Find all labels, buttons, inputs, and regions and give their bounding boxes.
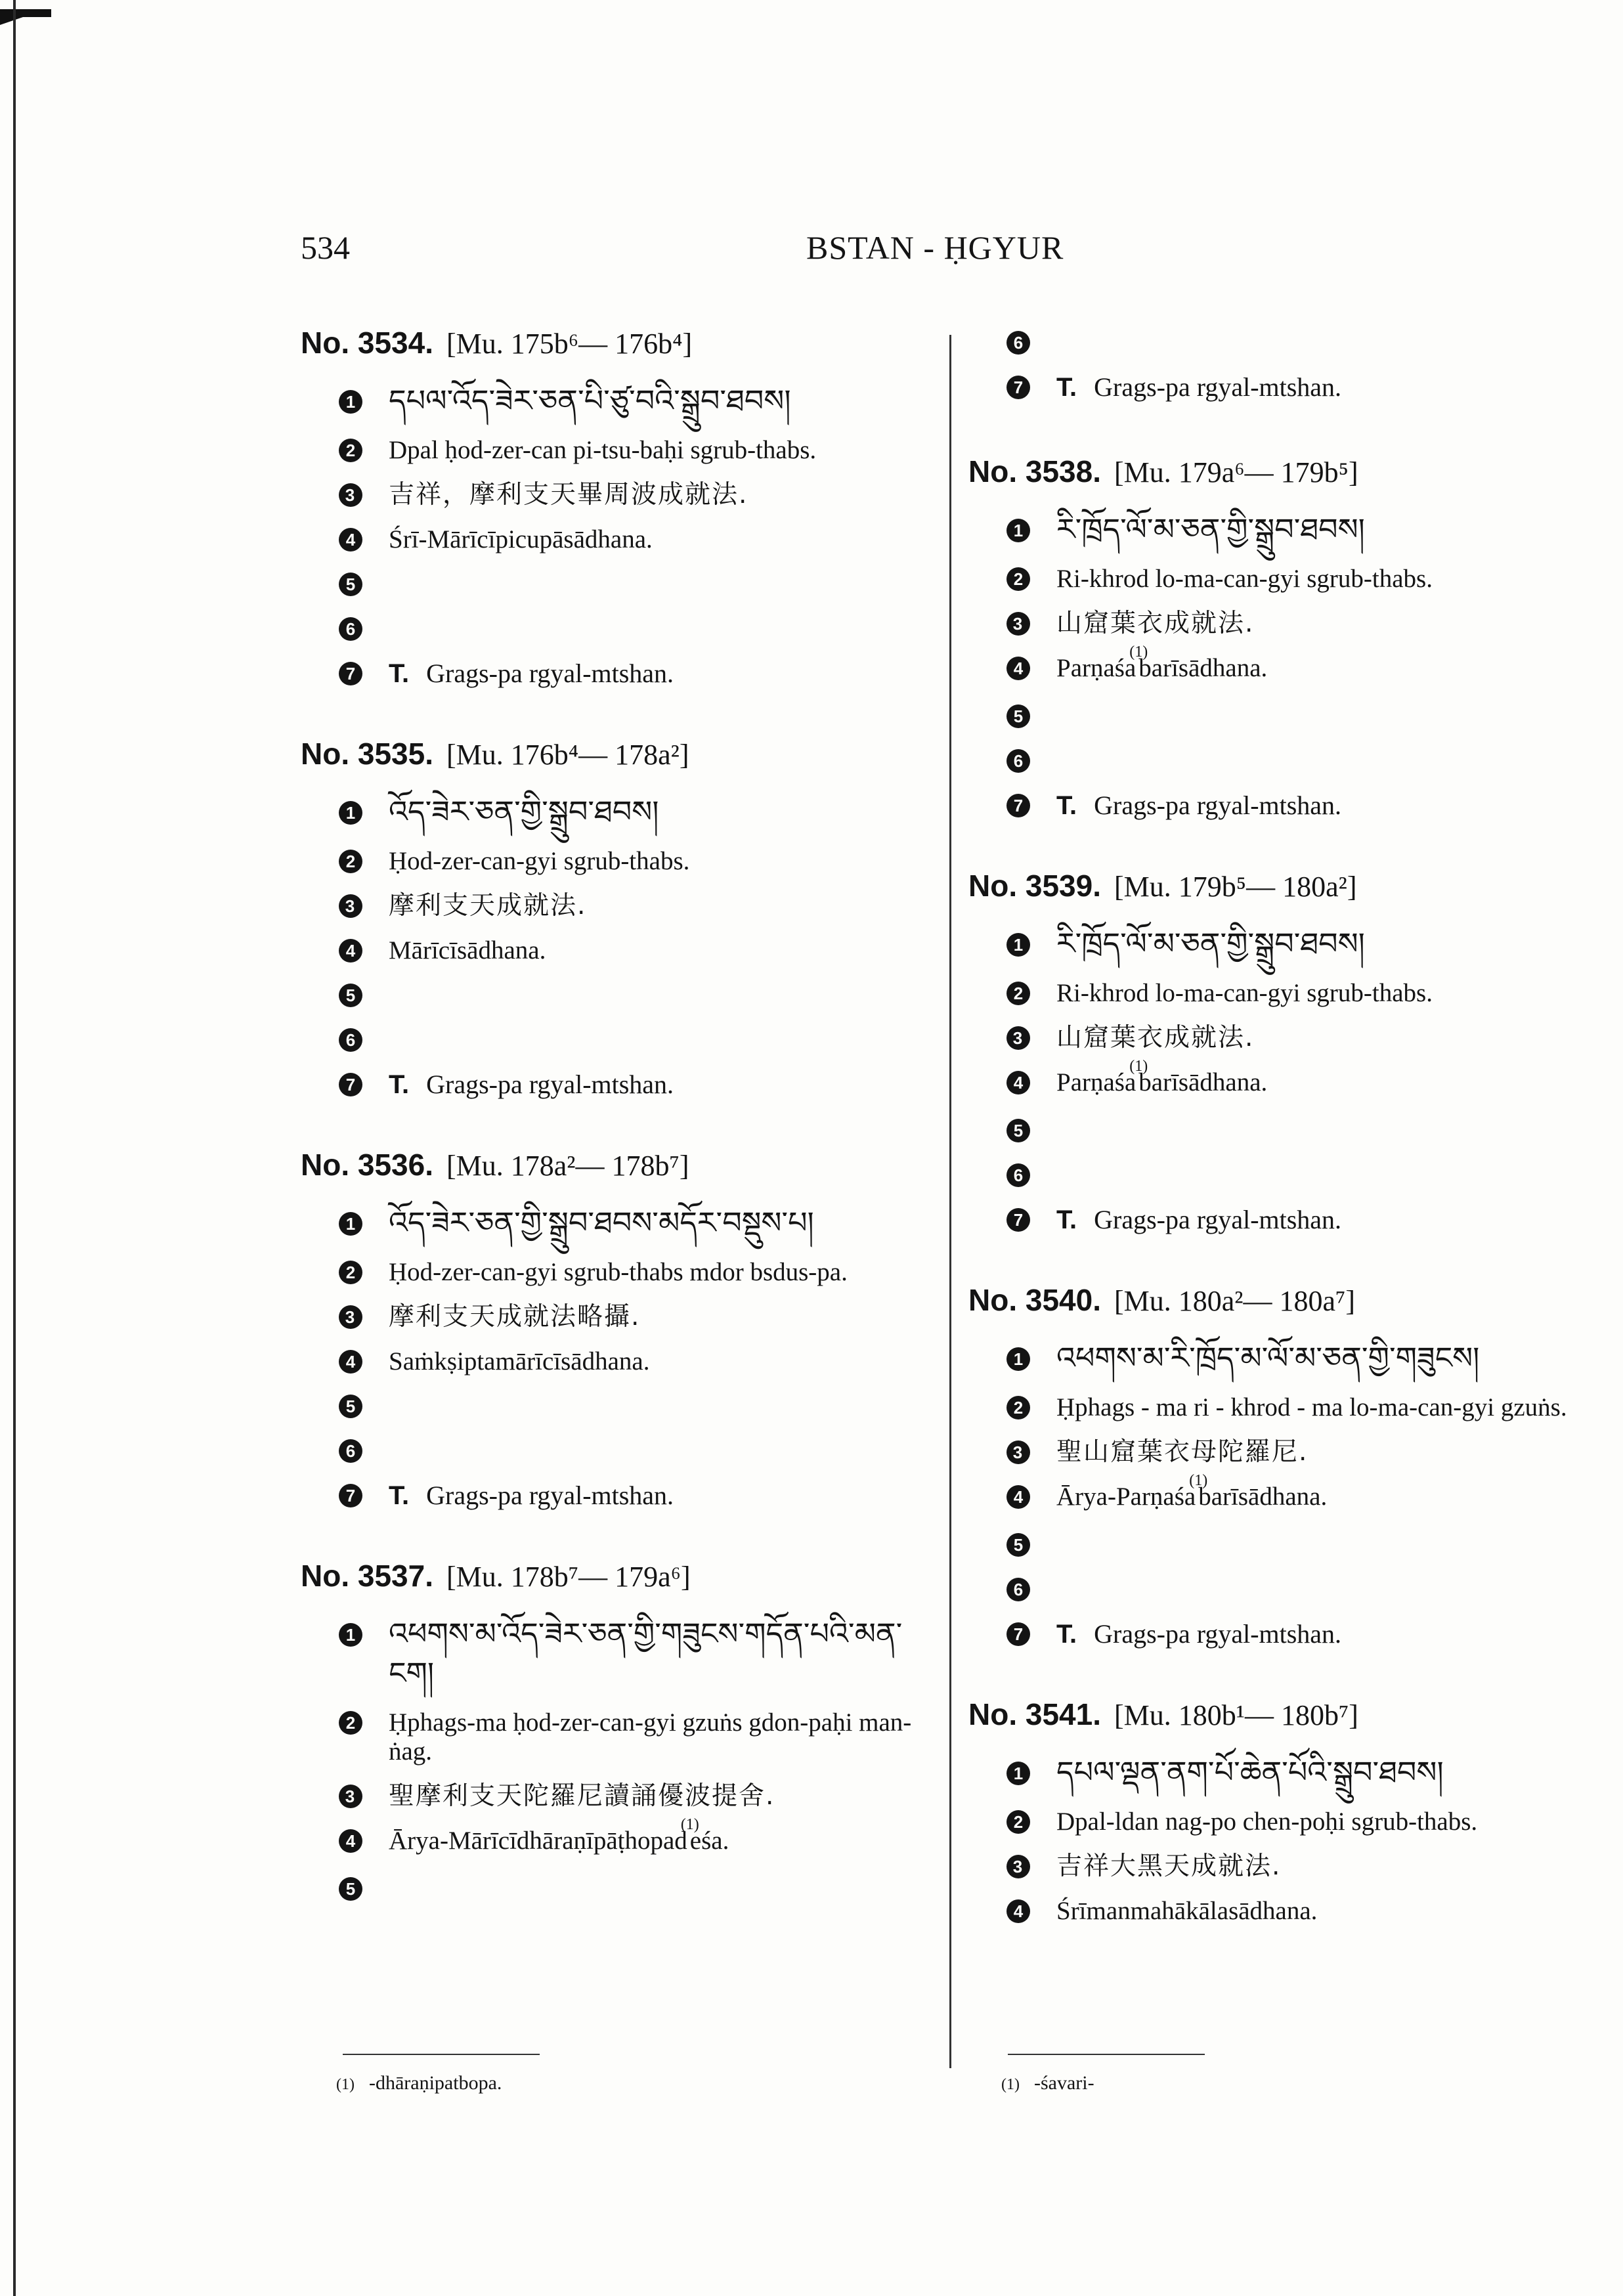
entry-3541: [968, 1693, 1618, 1926]
footnote-ref: (1): [680, 1816, 699, 1833]
running-head: BSTAN - ḤGYUR: [806, 229, 1064, 266]
entry-header: [968, 1693, 1618, 1737]
marker-3-icon: 3: [1006, 1026, 1030, 1050]
footnote-rule: [343, 2054, 540, 2055]
field-5-empty: [301, 1392, 938, 1421]
transliteration: 2 Ri-khrod lo-ma-can-gyi sgrub-thabs.: [968, 979, 1618, 1008]
marker-5-icon: 5: [1006, 704, 1030, 728]
marker-3-icon: 3: [339, 1785, 362, 1808]
marker-2-icon: 2: [339, 850, 362, 873]
left-column: [301, 322, 938, 1948]
marker-2-icon: 2: [339, 439, 362, 462]
marker-4-icon: 4: [1006, 1899, 1030, 1923]
right-column: [968, 322, 1618, 1970]
tibetan-title: 1 འོད་ཟེར་ཅན་གྱི་སྒྲུབ་ཐབས།: [301, 792, 938, 831]
transliteration: 2 Ḥphags - ma ri - khrod - ma lo-ma-can-gyi gzuṅs.: [968, 1393, 1618, 1422]
marker-2-icon: 2: [1006, 567, 1030, 591]
entry-3537-continued: [968, 328, 1618, 402]
entry-header: [968, 1279, 1618, 1322]
field-5-empty: [301, 981, 938, 1010]
field-5-empty: [968, 1530, 1618, 1559]
entry-header: [301, 1144, 938, 1187]
marker-6-icon: 6: [339, 1439, 362, 1463]
marker-4-icon: 4: [1006, 657, 1030, 680]
entry-reference: [Mu. 179a⁶— 179b⁵]: [1114, 456, 1358, 488]
field-5-empty: [968, 1116, 1618, 1145]
translator: 7 T. Grags-pa rgyal-mtshan.: [301, 1481, 938, 1510]
translator: 7 T. Grags-pa rgyal-mtshan.: [968, 373, 1618, 402]
marker-1-icon: 1: [339, 1623, 362, 1647]
entry-3539: [968, 865, 1618, 1234]
marker-4-icon: 4: [1006, 1071, 1030, 1094]
entry-3538: [968, 450, 1618, 820]
marker-3-icon: 3: [1006, 1855, 1030, 1878]
chinese-title: 3 吉祥，摩利支天畢周波成就法.: [301, 481, 938, 509]
entry-number: No. 3535.: [301, 737, 433, 771]
marker-7-icon: 7: [1006, 376, 1030, 399]
field-5-empty: [968, 702, 1618, 731]
field-6-empty: [968, 747, 1618, 775]
marker-2-icon: 2: [339, 1711, 362, 1735]
marker-4-icon: 4: [339, 1350, 362, 1374]
entry-3535: [301, 733, 938, 1099]
marker-4-icon: 4: [339, 528, 362, 552]
entry-3534: [301, 322, 938, 688]
entry-reference: [Mu. 176b⁴— 178a²]: [446, 739, 689, 771]
footnote-ref: (1): [1129, 643, 1148, 661]
marker-7-icon: 7: [339, 1073, 362, 1096]
scan-edge-line: [13, 0, 16, 2296]
footnote-ref: (1): [1189, 1472, 1208, 1489]
marker-3-icon: 3: [1006, 1440, 1030, 1464]
entry-number: No. 3536.: [301, 1148, 433, 1182]
sanskrit-title: 4 Śrīmanmahākālasādhana.: [968, 1897, 1618, 1926]
transliteration: 2 Ri-khrod lo-ma-can-gyi sgrub-thabs.: [968, 565, 1618, 594]
entry-number: No. 3538.: [968, 454, 1101, 488]
footnote-text: -dhāraṇipatbopa.: [368, 2072, 502, 2094]
marker-7-icon: 7: [1006, 1208, 1030, 1232]
marker-3-icon: 3: [339, 483, 362, 507]
entry-number: No. 3540.: [968, 1283, 1101, 1317]
marker-5-icon: 5: [339, 984, 362, 1007]
entry-3540: [968, 1279, 1618, 1649]
marker-1-icon: 1: [1006, 1762, 1030, 1785]
entry-header: [968, 450, 1618, 494]
field-6-empty: [301, 1026, 938, 1054]
translator: 7 T. Grags-pa rgyal-mtshan.: [968, 1205, 1618, 1234]
footnote-rule: [1008, 2054, 1205, 2055]
sanskrit-title: 4 Parṇaśa$^{(1)}$barīsādhana.: [968, 1068, 1618, 1100]
footnote-mark: (1): [1001, 2076, 1020, 2093]
transliteration: 2 Ḥod-zer-can-gyi sgrub-thabs.: [301, 847, 938, 876]
marker-5-icon: 5: [339, 573, 362, 596]
entry-header: [301, 322, 938, 365]
tibetan-title: 1 འཕགས་མ་རི་ཁྲོད་མ་ལོ་མ་ཅན་གྱི་གཟུངས།: [968, 1338, 1618, 1377]
chinese-title: 3 聖山窟葉衣母陀羅尼.: [968, 1438, 1618, 1467]
sanskrit-title: 4 Ārya-Parṇaśa$^{(1)}$barīsādhana.: [968, 1483, 1618, 1515]
tibetan-title: 1 འོད་ཟེར་ཅན་གྱི་སྒྲུབ་ཐབས་མདོར་བསྡུས་པ།: [301, 1203, 938, 1242]
entry-reference: [Mu. 179b⁵— 180a²]: [1114, 871, 1357, 903]
entry-header: [968, 865, 1618, 908]
transliteration: 2 Dpal-ldan nag-po chen-poḥi sgrub-thabs.: [968, 1808, 1618, 1836]
chinese-title: 3 摩利支天成就法.: [301, 892, 938, 921]
field-6-empty: [968, 328, 1618, 357]
marker-6-icon: 6: [339, 617, 362, 641]
translator: 7 T. Grags-pa rgyal-mtshan.: [968, 791, 1618, 820]
translator: 7 T. Grags-pa rgyal-mtshan.: [301, 1070, 938, 1099]
entry-reference: [Mu. 180a²— 180a⁷]: [1114, 1285, 1356, 1317]
tibetan-title: 1 རི་ཁྲོད་ལོ་མ་ཅན་གྱི་སྒྲུབ་ཐབས།: [968, 509, 1618, 549]
sanskrit-title: 4 Parṇaśa$^{(1)}$barīsādhana.: [968, 654, 1618, 686]
marker-2-icon: 2: [1006, 1396, 1030, 1419]
footnote-ref: (1): [1129, 1058, 1148, 1075]
marker-1-icon: 1: [1006, 933, 1030, 957]
tibetan-title: 1 རི་ཁྲོད་ལོ་མ་ཅན་གྱི་སྒྲུབ་ཐབས།: [968, 924, 1618, 963]
marker-7-icon: 7: [1006, 1622, 1030, 1646]
marker-2-icon: 2: [339, 1261, 362, 1284]
field-6-empty: [301, 615, 938, 643]
marker-1-icon: 1: [1006, 1347, 1030, 1371]
entry-header: [301, 733, 938, 776]
tibetan-title: 1 འཕགས་མ་འོད་ཟེར་ཅན་གྱི་གཟུངས་གདོན་པའི་མན་ངག།: [301, 1614, 938, 1693]
marker-6-icon: 6: [339, 1028, 362, 1052]
entry-reference: [Mu. 180b¹— 180b⁷]: [1114, 1699, 1358, 1731]
chinese-title: 3 聖摩利支天陀羅尼讀誦優波提舍.: [301, 1782, 938, 1811]
transliteration: 2 Ḥphags-ma ḥod-zer-can-gyi gzuṅs gdon-paḥi man-ṅag.: [301, 1708, 938, 1766]
transliteration: 2 Dpal ḥod-zer-can pi-tsu-baḥi sgrub-thabs.: [301, 436, 938, 465]
entry-number: No. 3537.: [301, 1559, 433, 1593]
entry-number: No. 3534.: [301, 326, 433, 360]
sanskrit-title: 4 Mārīcīsādhana.: [301, 936, 938, 965]
entry-reference: [Mu. 175b⁶— 176b⁴]: [446, 328, 693, 360]
field-6-empty: [968, 1161, 1618, 1190]
marker-1-icon: 1: [339, 801, 362, 825]
chinese-title: 3 吉祥大黑天成就法.: [968, 1852, 1618, 1881]
marker-6-icon: 6: [1006, 749, 1030, 773]
sanskrit-title: 4 Saṁkṣiptamārīcīsādhana.: [301, 1347, 938, 1376]
entry-number: No. 3539.: [968, 869, 1101, 903]
field-5-empty: [301, 570, 938, 599]
marker-1-icon: 1: [339, 1212, 362, 1236]
marker-5-icon: 5: [339, 1877, 362, 1901]
marker-1-icon: 1: [339, 390, 362, 414]
entry-reference: [Mu. 178b⁷— 179a⁶]: [446, 1561, 691, 1593]
marker-6-icon: 6: [1006, 1163, 1030, 1187]
marker-3-icon: 3: [339, 1305, 362, 1329]
marker-6-icon: 6: [1006, 331, 1030, 355]
sanskrit-title: 4 Ārya-Mārīcīdhāraṇīpāṭhopad$^{(1)}$eśa.: [301, 1827, 938, 1859]
marker-2-icon: 2: [1006, 982, 1030, 1005]
marker-5-icon: 5: [1006, 1533, 1030, 1557]
marker-4-icon: 4: [339, 939, 362, 963]
marker-3-icon: 3: [339, 894, 362, 918]
footnote-left: [336, 2072, 502, 2094]
sanskrit-title: 4 Śrī-Mārīcīpicupāsādhana.: [301, 525, 938, 554]
entry-reference: [Mu. 178a²— 178b⁷]: [446, 1150, 689, 1182]
field-5-empty: [301, 1874, 938, 1903]
tibetan-title: 1 དཔལ་ལྡན་ནག་པོ་ཆེན་པོའི་སྒྲུབ་ཐབས།: [968, 1752, 1618, 1792]
column-divider: [949, 335, 951, 2068]
corner-tab-mark: [0, 9, 51, 17]
footnote-right: [1001, 2072, 1094, 2094]
marker-3-icon: 3: [1006, 612, 1030, 636]
marker-1-icon: 1: [1006, 519, 1030, 542]
tibetan-title: 1 དཔལ་འོད་ཟེར་ཅན་པི་ཙུ་བའི་སྒྲུབ་ཐབས།: [301, 381, 938, 420]
page-number: 534: [301, 229, 350, 266]
marker-7-icon: 7: [1006, 794, 1030, 817]
chinese-title: 3 山窟葉衣成就法.: [968, 609, 1618, 638]
field-6-empty: [301, 1437, 938, 1465]
transliteration: 2 Ḥod-zer-can-gyi sgrub-thabs mdor bsdus-pa.: [301, 1258, 938, 1287]
marker-7-icon: 7: [339, 1484, 362, 1507]
footnote-text: -śavari-: [1033, 2072, 1094, 2094]
entry-3537: [301, 1555, 938, 1903]
marker-4-icon: 4: [1006, 1485, 1030, 1509]
footnote-mark: (1): [336, 2076, 355, 2093]
marker-2-icon: 2: [1006, 1810, 1030, 1834]
marker-5-icon: 5: [339, 1395, 362, 1418]
marker-6-icon: 6: [1006, 1578, 1030, 1601]
field-6-empty: [968, 1575, 1618, 1604]
translator: 7 T. Grags-pa rgyal-mtshan.: [301, 659, 938, 688]
entry-number: No. 3541.: [968, 1697, 1101, 1731]
marker-5-icon: 5: [1006, 1119, 1030, 1142]
marker-4-icon: 4: [339, 1829, 362, 1853]
entry-3536: [301, 1144, 938, 1510]
entry-header: [301, 1555, 938, 1598]
chinese-title: 3 摩利支天成就法略攝.: [301, 1303, 938, 1332]
chinese-title: 3 山窟葉衣成就法.: [968, 1024, 1618, 1052]
translator: 7 T. Grags-pa rgyal-mtshan.: [968, 1620, 1618, 1649]
marker-7-icon: 7: [339, 662, 362, 685]
